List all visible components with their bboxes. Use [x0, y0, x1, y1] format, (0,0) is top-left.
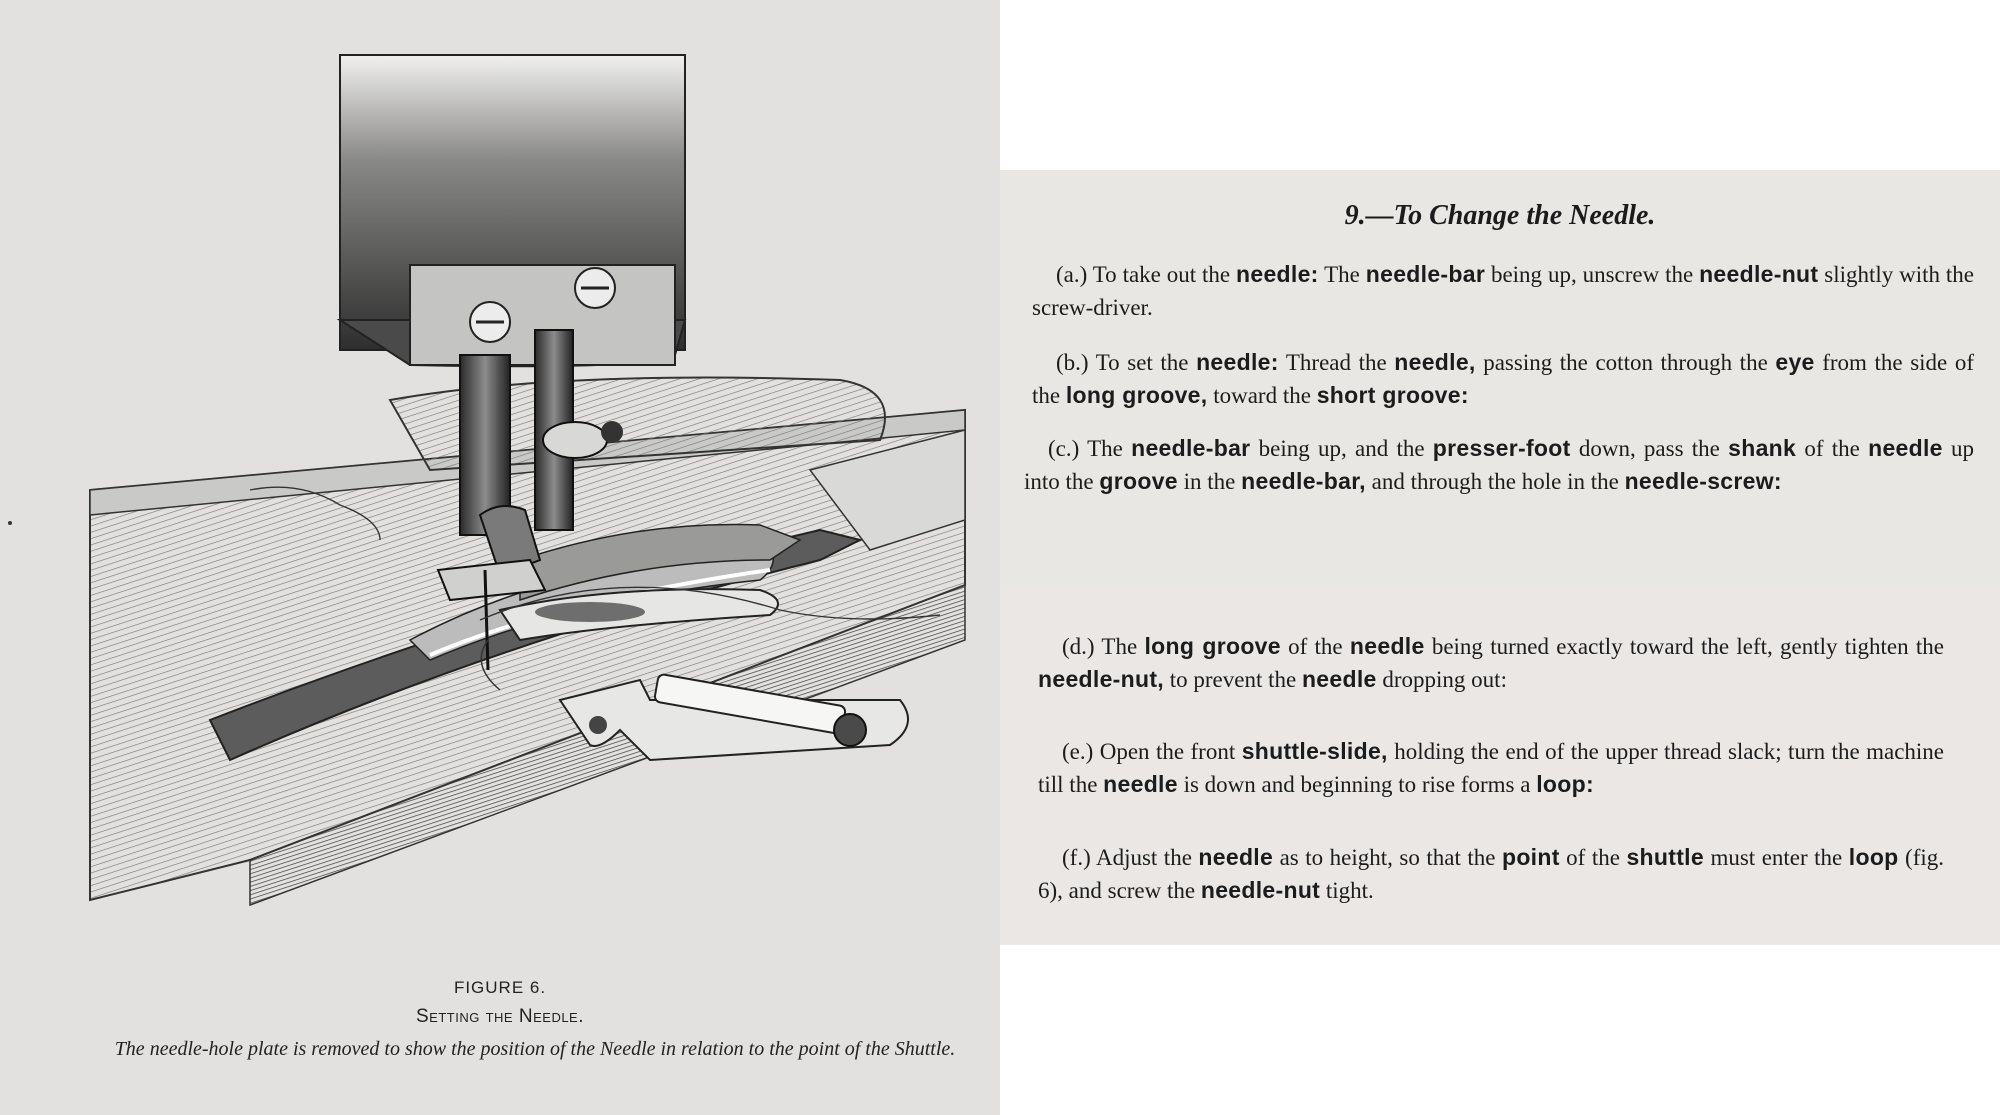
text-run: passing the cotton through the — [1475, 350, 1776, 375]
bold-term: needle: — [1196, 349, 1279, 375]
right-page-upper — [1000, 170, 2000, 585]
text-run: is down and beginning to rise forms a — [1177, 772, 1537, 797]
bold-term: needle — [1103, 771, 1178, 797]
bold-term: needle — [1198, 844, 1274, 870]
paragraph-c — [1024, 432, 1974, 498]
text-run: up into the — [1024, 436, 1975, 494]
text-run: (e.) Open the front — [1062, 739, 1242, 764]
figure-caption: The needle-hole plate is removed to show the position of the Needle in relation to the point of the Shuttle. — [114, 1038, 956, 1060]
text-run: slightly with the screw-driver. — [1032, 262, 1975, 320]
text-run: toward the — [1207, 383, 1317, 408]
text-run: (d.) The — [1062, 634, 1145, 659]
figure-label: FIGURE 6. — [453, 978, 547, 997]
bold-term: needle-nut, — [1038, 666, 1164, 692]
bold-term: needle-screw: — [1624, 468, 1782, 494]
bold-term: needle — [1301, 666, 1377, 692]
bold-term: loop — [1848, 844, 1899, 870]
right-page-lower — [1000, 585, 2000, 945]
bold-term: long groove, — [1065, 382, 1208, 408]
text-run: and through the hole in the — [1365, 469, 1625, 494]
section-title: 9.—To Change the Needle. — [1344, 200, 1656, 231]
paragraph-d — [1038, 630, 1944, 696]
bold-term: needle — [1349, 633, 1425, 659]
text-run: of the — [1559, 845, 1627, 870]
text-run: of the — [1796, 436, 1869, 461]
text-run: holding the end of the upper thread slack; turn the machine till the — [1038, 739, 1945, 797]
text-run: Thread the — [1278, 350, 1395, 375]
text-run: (b.) To set the — [1056, 350, 1197, 375]
bold-term: needle, — [1394, 349, 1476, 375]
bold-term: eye — [1775, 349, 1815, 375]
bold-term: loop: — [1536, 771, 1594, 797]
text-run: tight. — [1320, 878, 1374, 903]
bold-term: needle: — [1236, 261, 1319, 287]
bold-term: long groove — [1144, 633, 1281, 659]
bold-term: shuttle — [1626, 844, 1704, 870]
bold-term: shank — [1728, 435, 1797, 461]
text-run: dropping out: — [1376, 667, 1507, 692]
bold-term: needle-nut — [1200, 877, 1321, 903]
bold-term: needle-nut — [1699, 261, 1819, 287]
text-run: down, pass the — [1570, 436, 1729, 461]
bold-term: needle-bar — [1131, 435, 1251, 461]
text-run: The — [1318, 262, 1366, 287]
bold-term: presser-foot — [1432, 435, 1571, 461]
bold-term: groove — [1099, 468, 1178, 494]
bold-term: needle — [1868, 435, 1943, 461]
text-run: (f.) Adjust the — [1062, 845, 1199, 870]
text-run: of the — [1280, 634, 1350, 659]
text-run: from the side of the — [1032, 350, 1974, 408]
paragraph-a — [1032, 258, 1974, 324]
text-run: to prevent the — [1163, 667, 1302, 692]
paragraph-e — [1038, 735, 1944, 801]
bold-term: short groove: — [1316, 382, 1469, 408]
bold-term: needle-bar — [1365, 261, 1486, 287]
text-run: must enter the — [1703, 845, 1849, 870]
text-run: in the — [1177, 469, 1242, 494]
text-run: being up, and the — [1250, 436, 1433, 461]
paragraph-f — [1038, 841, 1944, 907]
text-run: being up, unscrew the — [1485, 262, 1700, 287]
bold-term: needle-bar, — [1241, 468, 1366, 494]
bold-term: point — [1501, 844, 1560, 870]
speck — [8, 521, 12, 525]
figure-title: Setting the Needle. — [415, 1006, 585, 1027]
text-run: (c.) The — [1048, 436, 1132, 461]
bold-term: shuttle-slide, — [1241, 738, 1388, 764]
text-run: being turned exactly toward the left, gently tighten the — [1424, 634, 1944, 659]
text-run: (fig. 6), and screw the — [1038, 845, 1944, 903]
paragraph-b — [1032, 346, 1974, 412]
text-run: (a.) To take out the — [1056, 262, 1237, 287]
text-run: as to height, so that the — [1273, 845, 1502, 870]
machine-arm — [340, 55, 685, 366]
sewing-machine-illustration — [0, 0, 1000, 980]
